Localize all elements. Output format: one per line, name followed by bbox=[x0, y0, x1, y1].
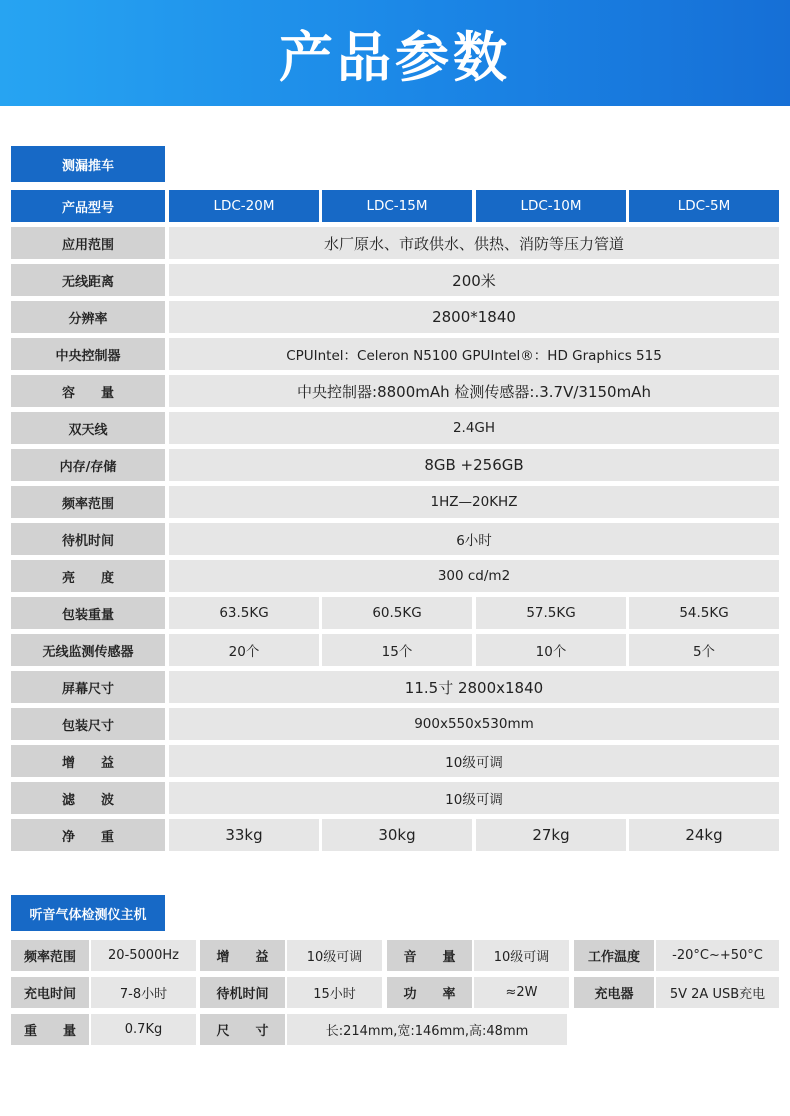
spec-row-label: 待机时间 bbox=[11, 523, 165, 555]
spec-row-value: 10级可调 bbox=[169, 745, 779, 777]
spec-row-value-cell: 20个 bbox=[169, 634, 319, 666]
host-spec-label: 音 量 bbox=[387, 940, 472, 971]
spec-row-value: CPUIntel：Celeron N5100 GPUIntel®：HD Graphics 515 bbox=[169, 338, 779, 370]
spec-row-label: 无线监测传感器 bbox=[11, 634, 165, 666]
section-title-cart: 测漏推车 bbox=[11, 146, 165, 182]
spec-row-value-cell: 54.5KG bbox=[629, 597, 779, 629]
host-spec-label: 重 量 bbox=[11, 1014, 89, 1045]
host-spec-label: 工作温度 bbox=[574, 940, 654, 971]
spec-row-value-cell: 33kg bbox=[169, 819, 319, 851]
spec-row-value: 2.4GH bbox=[169, 412, 779, 444]
model-header-cell: LDC-5M bbox=[629, 190, 779, 222]
host-spec-value: -20°C~+50°C bbox=[656, 940, 779, 971]
spec-row-value-cell: 63.5KG bbox=[169, 597, 319, 629]
spec-row-label: 屏幕尺寸 bbox=[11, 671, 165, 703]
spec-row-label: 分辨率 bbox=[11, 301, 165, 333]
spec-row-value: 11.5寸 2800x1840 bbox=[169, 671, 779, 703]
spec-row-label: 双天线 bbox=[11, 412, 165, 444]
spec-row-label: 净 重 bbox=[11, 819, 165, 851]
host-spec-label: 增 益 bbox=[200, 940, 285, 971]
spec-row-label: 滤 波 bbox=[11, 782, 165, 814]
spec-row-value-cell: 57.5KG bbox=[476, 597, 626, 629]
host-spec-value: 10级可调 bbox=[287, 940, 382, 971]
spec-row-value: 2800*1840 bbox=[169, 301, 779, 333]
spec-row-label: 增 益 bbox=[11, 745, 165, 777]
spec-row-value: 6小时 bbox=[169, 523, 779, 555]
model-header-label: 产品型号 bbox=[11, 190, 165, 222]
spec-row-value: 900x550x530mm bbox=[169, 708, 779, 740]
host-spec-value: 15小时 bbox=[287, 977, 382, 1008]
spec-row-label: 无线距离 bbox=[11, 264, 165, 296]
spec-row-value: 300 cd/m2 bbox=[169, 560, 779, 592]
spec-row-value-cell: 15个 bbox=[322, 634, 472, 666]
page-banner bbox=[0, 0, 790, 106]
spec-row-label: 内存/存储 bbox=[11, 449, 165, 481]
model-header-cell: LDC-10M bbox=[476, 190, 626, 222]
host-spec-label: 充电时间 bbox=[11, 977, 89, 1008]
spec-row-value: 水厂原水、市政供水、供热、消防等压力管道 bbox=[169, 227, 779, 259]
host-spec-value: 7-8小时 bbox=[91, 977, 196, 1008]
page-title: 产品参数 bbox=[279, 25, 511, 89]
spec-row-label: 包装尺寸 bbox=[11, 708, 165, 740]
host-spec-label: 频率范围 bbox=[11, 940, 89, 971]
host-spec-label: 待机时间 bbox=[200, 977, 285, 1008]
host-spec-value: 0.7Kg bbox=[91, 1014, 196, 1045]
model-header-cell: LDC-15M bbox=[322, 190, 472, 222]
spec-row-value-cell: 30kg bbox=[322, 819, 472, 851]
spec-row-value-cell: 60.5KG bbox=[322, 597, 472, 629]
host-spec-value: 10级可调 bbox=[474, 940, 569, 971]
host-spec-value: ≈2W bbox=[474, 977, 569, 1008]
spec-row-value: 8GB +256GB bbox=[169, 449, 779, 481]
spec-row-value-cell: 5个 bbox=[629, 634, 779, 666]
host-spec-label: 充电器 bbox=[574, 977, 654, 1008]
spec-row-value: 200米 bbox=[169, 264, 779, 296]
host-spec-label: 功 率 bbox=[387, 977, 472, 1008]
spec-row-label: 包装重量 bbox=[11, 597, 165, 629]
spec-row-value: 中央控制器:8800mAh 检测传感器:.3.7V/3150mAh bbox=[169, 375, 779, 407]
host-spec-label: 尺 寸 bbox=[200, 1014, 285, 1045]
host-spec-value: 20-5000Hz bbox=[91, 940, 196, 971]
spec-row-label: 容 量 bbox=[11, 375, 165, 407]
spec-row-label: 频率范围 bbox=[11, 486, 165, 518]
spec-row-value-cell: 24kg bbox=[629, 819, 779, 851]
spec-row-value-cell: 10个 bbox=[476, 634, 626, 666]
spec-row-label: 亮 度 bbox=[11, 560, 165, 592]
host-spec-value: 5V 2A USB充电 bbox=[656, 977, 779, 1008]
spec-row-label: 应用范围 bbox=[11, 227, 165, 259]
model-header-cell: LDC-20M bbox=[169, 190, 319, 222]
spec-row-value-cell: 27kg bbox=[476, 819, 626, 851]
section-title-host: 听音气体检测仪主机 bbox=[11, 895, 165, 931]
spec-row-value: 10级可调 bbox=[169, 782, 779, 814]
spec-row-label: 中央控制器 bbox=[11, 338, 165, 370]
spec-row-value: 1HZ—20KHZ bbox=[169, 486, 779, 518]
host-spec-value: 长:214mm,宽:146mm,高:48mm bbox=[287, 1014, 567, 1045]
